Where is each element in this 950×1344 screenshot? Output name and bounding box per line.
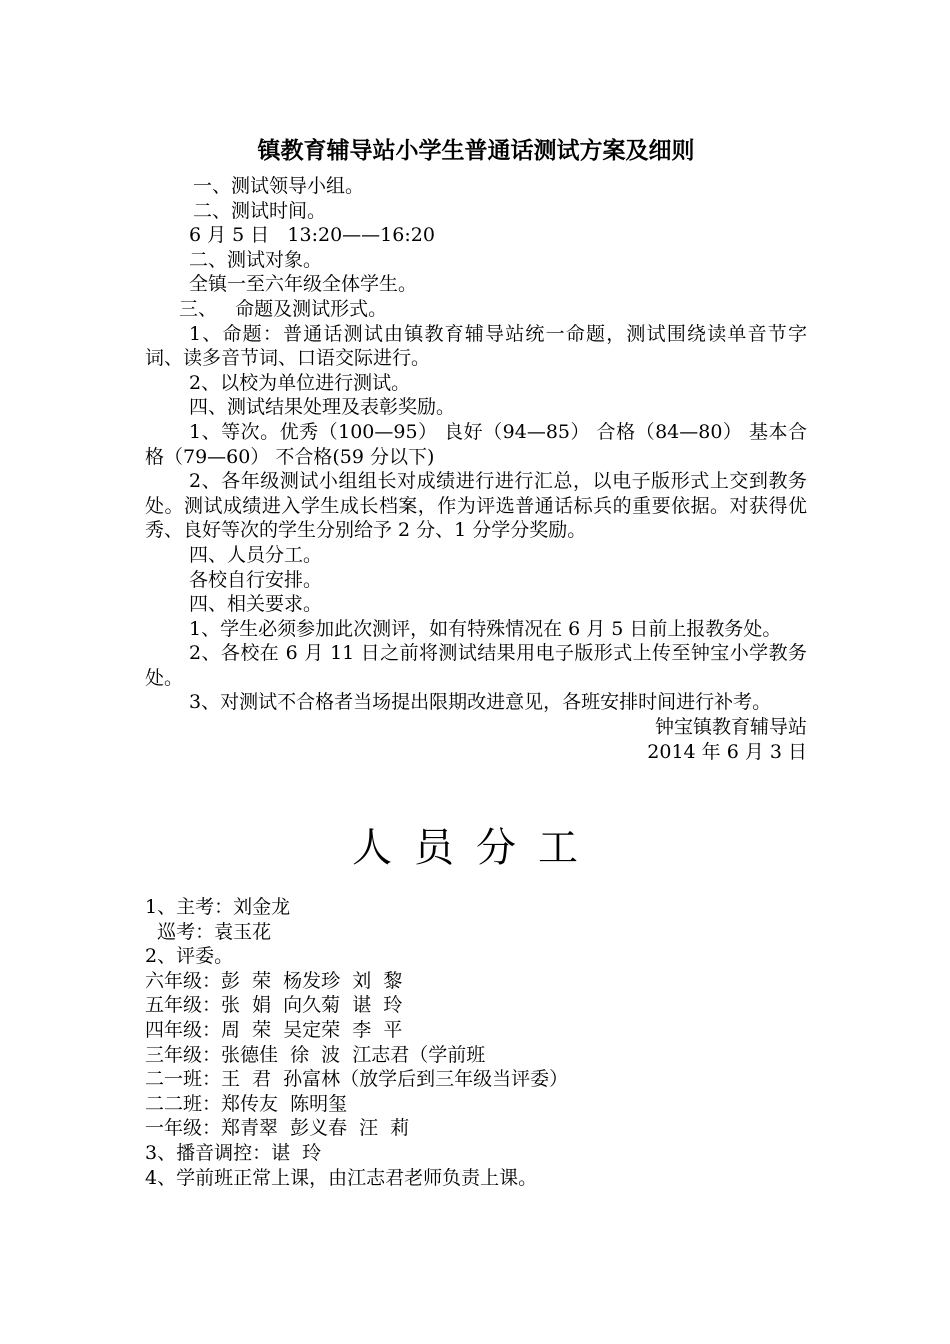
staff-line: 一年级：郑青翠 彭义春 汪 莉 [145,1117,410,1140]
paragraph: 各校自行安排。 [189,568,323,591]
section-heading: 一、测试领导小组。 [193,175,365,197]
test-target: 全镇一至六年级全体学生。 [189,273,418,296]
section-heading: 三、 命题及测试形式。 [179,297,388,320]
paragraph: 3、对测试不合格者当场提出限期改进意见，各班安排时间进行补考。 [189,691,772,714]
staff-list [145,895,807,1190]
document-body [145,174,807,764]
paragraph: 2、以校为单位进行测试。 [189,371,411,394]
staff-line: 4、学前班正常上课，由江志君老师负责上课。 [145,1166,538,1189]
section-heading: 四、人员分工。 [189,543,323,566]
section-heading: 四、测试结果处理及表彰奖励。 [189,396,456,419]
staff-line: 2、评委。 [145,945,234,968]
document-title: 镇教育辅导站小学生普通话测试方案及细则 [257,137,695,164]
section-heading: 二、测试时间。 [193,199,327,222]
section-heading: 二、测试对象。 [189,248,323,271]
signature-date: 2014 年 6 月 3 日 [647,740,807,763]
staff-line: 三年级：张德佳 徐 波 江志君（学前班 [145,1043,486,1066]
staff-line: 二一班：王 君 孙富林（放学后到三年级当评委） [145,1068,569,1091]
staff-line: 巡考：袁玉花 [145,920,272,943]
section-heading: 四、相关要求。 [189,593,323,616]
signature-org: 钟宝镇教育辅导站 [654,716,807,739]
paragraph: 1、命题：普通话测试由镇教育辅导站统一命题，测试围绕读单音节字词、读多音节词、口语交际进行。 [145,322,807,370]
staff-line: 二二班：郑传友 陈明玺 [145,1092,348,1115]
staff-line: 1、主考：刘金龙 [145,896,291,918]
staff-line: 五年级：张 娟 向久菊 谌 玲 [145,994,403,1017]
staff-line: 六年级：彭 荣 杨发珍 刘 黎 [145,969,403,992]
test-time: 6 月 5 日 13:20——16:20 [189,224,435,247]
paragraph: 2、各年级测试小组组长对成绩进行进行汇总，以电子版形式上交到教务处。测试成绩进入学生成长档案，作为评选普通话标兵的重要依据。对获得优秀、良好等次的学生分别给予 2 分、1 分学分奖励。 [145,470,807,542]
paragraph: 1、学生必须参加此次测评，如有特殊情况在 6 月 5 日前上报教务处。 [189,617,782,640]
staff-heading: 人员分工 [352,825,600,871]
paragraph: 1、等次。优秀（100—95） 良好（94—85） 合格（84—80） 基本合格（79—60） 不合格(59 分以下) [145,420,807,468]
staff-line: 四年级：周 荣 吴定荣 李 平 [145,1018,403,1041]
staff-line: 3、播音调控：谌 玲 [145,1141,322,1164]
paragraph: 2、各校在 6 月 11 日之前将测试结果用电子版形式上传至钟宝小学教务处。 [145,642,807,689]
